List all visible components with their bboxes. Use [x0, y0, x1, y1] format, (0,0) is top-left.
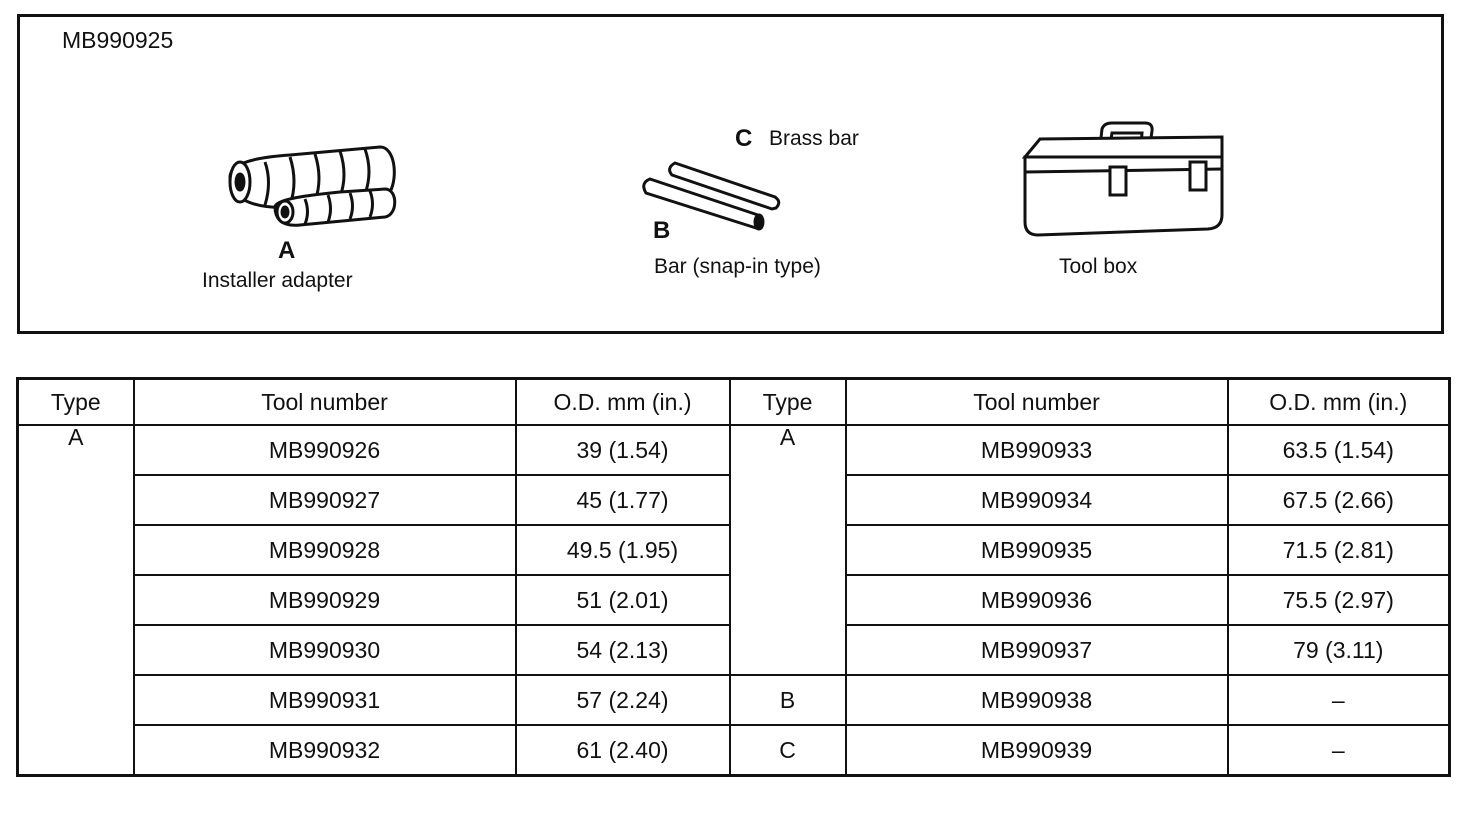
part-a-caption: Installer adapter [202, 269, 353, 292]
kit-illustration-panel [17, 14, 1444, 334]
type-cell: C [730, 725, 846, 776]
table-row [18, 725, 1450, 776]
header-tool-number: Tool number [846, 379, 1228, 426]
header-type: Type [730, 379, 846, 426]
tool-number-cell: MB990933 [846, 425, 1228, 475]
header-tool-number: Tool number [134, 379, 516, 426]
tool-number-cell: MB990934 [846, 475, 1228, 525]
od-cell: – [1228, 675, 1450, 725]
tool-table [16, 377, 1451, 777]
tool-number-cell: MB990927 [134, 475, 516, 525]
tool-number-cell: MB990932 [134, 725, 516, 776]
tool-box-caption: Tool box [1059, 255, 1138, 278]
tool-number-cell: MB990928 [134, 525, 516, 575]
part-a-letter: A [278, 237, 296, 264]
header-od: O.D. mm (in.) [516, 379, 730, 426]
od-cell: 51 (2.01) [516, 575, 730, 625]
od-cell: 61 (2.40) [516, 725, 730, 776]
od-cell: 63.5 (1.54) [1228, 425, 1450, 475]
tool-number-cell: MB990936 [846, 575, 1228, 625]
tool-number-cell: MB990931 [134, 675, 516, 725]
od-cell: 67.5 (2.66) [1228, 475, 1450, 525]
tool-box-illustration [1020, 117, 1230, 242]
installer-adapter-illustration [220, 137, 405, 232]
od-cell: – [1228, 725, 1450, 776]
table-row [18, 425, 1450, 475]
table-header-row [18, 379, 1450, 426]
tool-number-cell: MB990937 [846, 625, 1228, 675]
header-type: Type [18, 379, 134, 426]
tool-number-cell: MB990926 [134, 425, 516, 475]
kit-number: MB990925 [62, 27, 174, 53]
od-cell: 39 (1.54) [516, 425, 730, 475]
part-b-caption: Bar (snap-in type) [654, 255, 821, 278]
table-row [18, 675, 1450, 725]
od-cell: 54 (2.13) [516, 625, 730, 675]
left-type-cell: A [18, 425, 134, 776]
right-type-a-cell: A [730, 425, 846, 675]
tool-number-cell: MB990930 [134, 625, 516, 675]
od-cell: 49.5 (1.95) [516, 525, 730, 575]
type-cell: B [730, 675, 846, 725]
od-cell: 75.5 (2.97) [1228, 575, 1450, 625]
part-c-caption: Brass bar [769, 127, 859, 150]
tool-number-cell: MB990939 [846, 725, 1228, 776]
od-cell: 57 (2.24) [516, 675, 730, 725]
part-c-letter: C [735, 125, 753, 152]
od-cell: 45 (1.77) [516, 475, 730, 525]
tool-number-cell: MB990935 [846, 525, 1228, 575]
tool-number-cell: MB990929 [134, 575, 516, 625]
tool-number-cell: MB990938 [846, 675, 1228, 725]
part-b-letter: B [653, 217, 671, 244]
header-od: O.D. mm (in.) [1228, 379, 1450, 426]
od-cell: 79 (3.11) [1228, 625, 1450, 675]
od-cell: 71.5 (2.81) [1228, 525, 1450, 575]
